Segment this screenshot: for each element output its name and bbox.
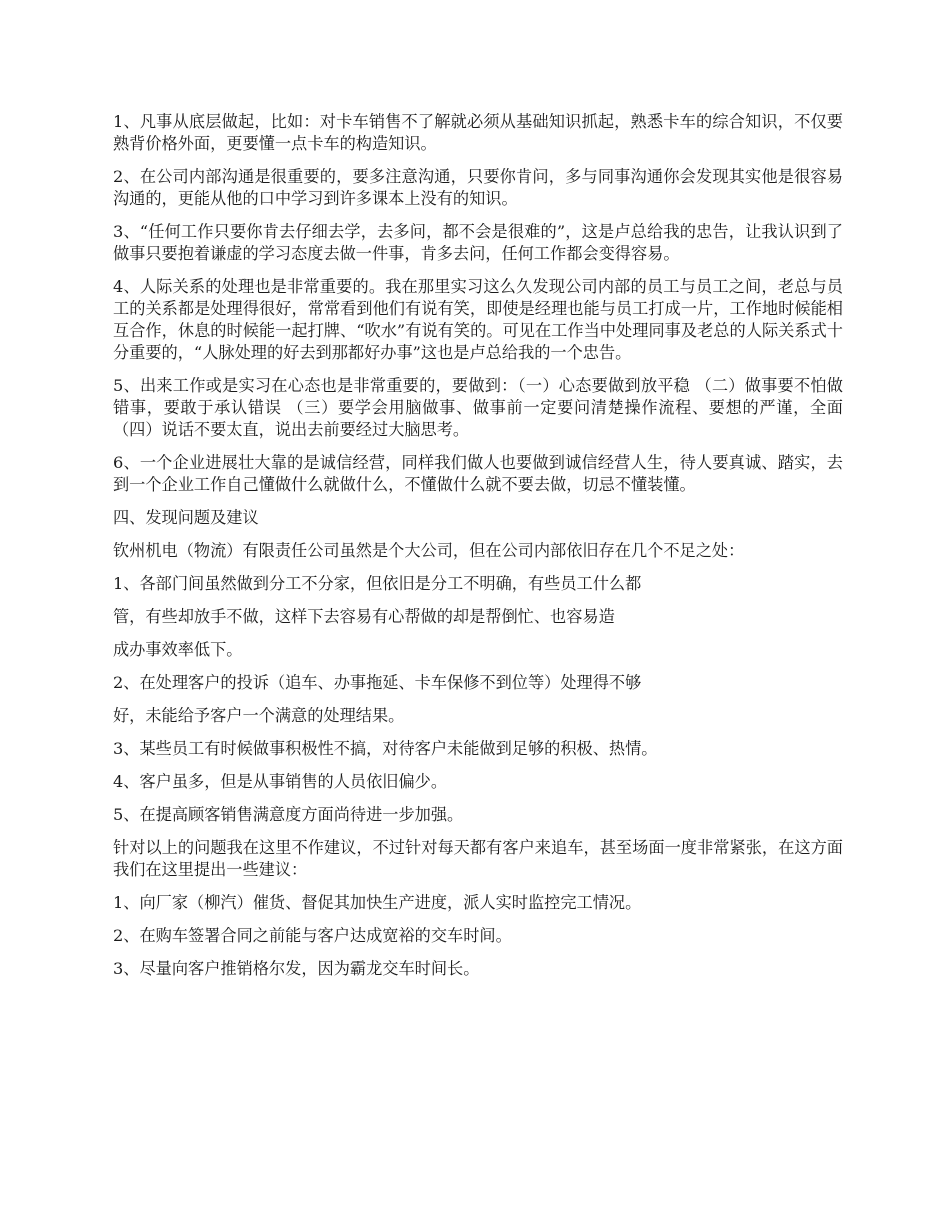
problem-1-line-1: 1、各部门间虽然做到分工不分家，但依旧是分工不明确，有些员工什么都 bbox=[113, 574, 642, 593]
paragraph-5: 5、出来工作或是实习在心态也是非常重要的，要做到：（一）心态要做到放平稳 （二）做事要不怕做错事，要敢于承认错误 （三）要学会用脑做事、做事前一定要问清楚操作流程、要想的严谨，全面 （四）说话不要太直，说出去前要经过大脑思考。 bbox=[113, 376, 843, 439]
paragraph-1: 1、凡事从底层做起，比如：对卡车销售不了解就必须从基础知识抓起，熟悉卡车的综合知识，不仅要熟背价格外面，更要懂一点卡车的构造知识。 bbox=[113, 112, 843, 153]
problem-2-line-2: 好，未能给予客户一个满意的处理结果。 bbox=[113, 706, 405, 725]
problem-3: 3、某些员工有时候做事积极性不搞，对待客户未能做到足够的积极、热情。 bbox=[113, 739, 658, 758]
suggestion-2: 2、在购车签署合同之前能与客户达成宽裕的交车时间。 bbox=[113, 926, 512, 945]
problem-1-line-2: 管，有些却放手不做，这样下去容易有心帮做的却是帮倒忙、也容易造 bbox=[113, 607, 615, 626]
problem-4: 4、客户虽多，但是从事销售的人员依旧偏少。 bbox=[113, 772, 448, 791]
paragraph-3: 3、“任何工作只要你肯去仔细去学，去多问，都不会是很难的”，这是卢总给我的忠告，让我认识到了做事只要抱着谦虚的学习态度去做一件事，肯多去问，任何工作都会变得容易。 bbox=[113, 222, 843, 263]
problem-2-line-1: 2、在处理客户的投诉（追车、办事拖延、卡车保修不到位等）处理得不够 bbox=[113, 673, 642, 692]
paragraph-intro: 钦州机电（物流）有限责任公司虽然是个大公司，但在公司内部依旧存在几个不足之处： bbox=[113, 541, 745, 560]
suggestion-intro: 针对以上的问题我在这里不作建议，不过针对每天都有客户来追车，甚至场面一度非常紧张，在这方面我们在这里提出一些建议： bbox=[113, 838, 843, 879]
problem-1-line-3: 成办事效率低下。 bbox=[113, 640, 243, 659]
document-body bbox=[113, 111, 843, 991]
paragraph-2: 2、在公司内部沟通是很重要的，要多注意沟通，只要你肯问，多与同事沟通你会发现其实他是很容易沟通的，更能从他的口中学习到许多课本上没有的知识。 bbox=[113, 167, 843, 208]
paragraph-6: 6、一个企业进展壮大靠的是诚信经营，同样我们做人也要做到诚信经营人生，待人要真诚、踏实，去到一个企业工作自己懂做什么就做什么，不懂做什么就不要去做，切忌不懂装懂。 bbox=[113, 453, 843, 494]
section-heading: 四、发现问题及建议 bbox=[113, 508, 259, 527]
problem-5: 5、在提高顾客销售满意度方面尚待进一步加强。 bbox=[113, 805, 464, 824]
suggestion-1: 1、向厂家（柳汽）催货、督促其加快生产进度，派人实时监控完工情况。 bbox=[113, 893, 642, 912]
paragraph-4: 4、人际关系的处理也是非常重要的。我在那里实习这么久发现公司内部的员工与员工之间，老总与员工的关系都是处理得很好，常常看到他们有说有笑，即使是经理也能与员工打成一片，工作地时候能相互合作，休息的时候能一起打牌、“吹水”有说有笑的。可见在工作当中处理同事及老总的人际关系式十分重要的，“人脉处理的好去到那都好办事”这也是卢总给我的一个忠告。 bbox=[113, 277, 843, 362]
suggestion-3: 3、尽量向客户推销格尔发，因为霸龙交车时间长。 bbox=[113, 959, 480, 978]
